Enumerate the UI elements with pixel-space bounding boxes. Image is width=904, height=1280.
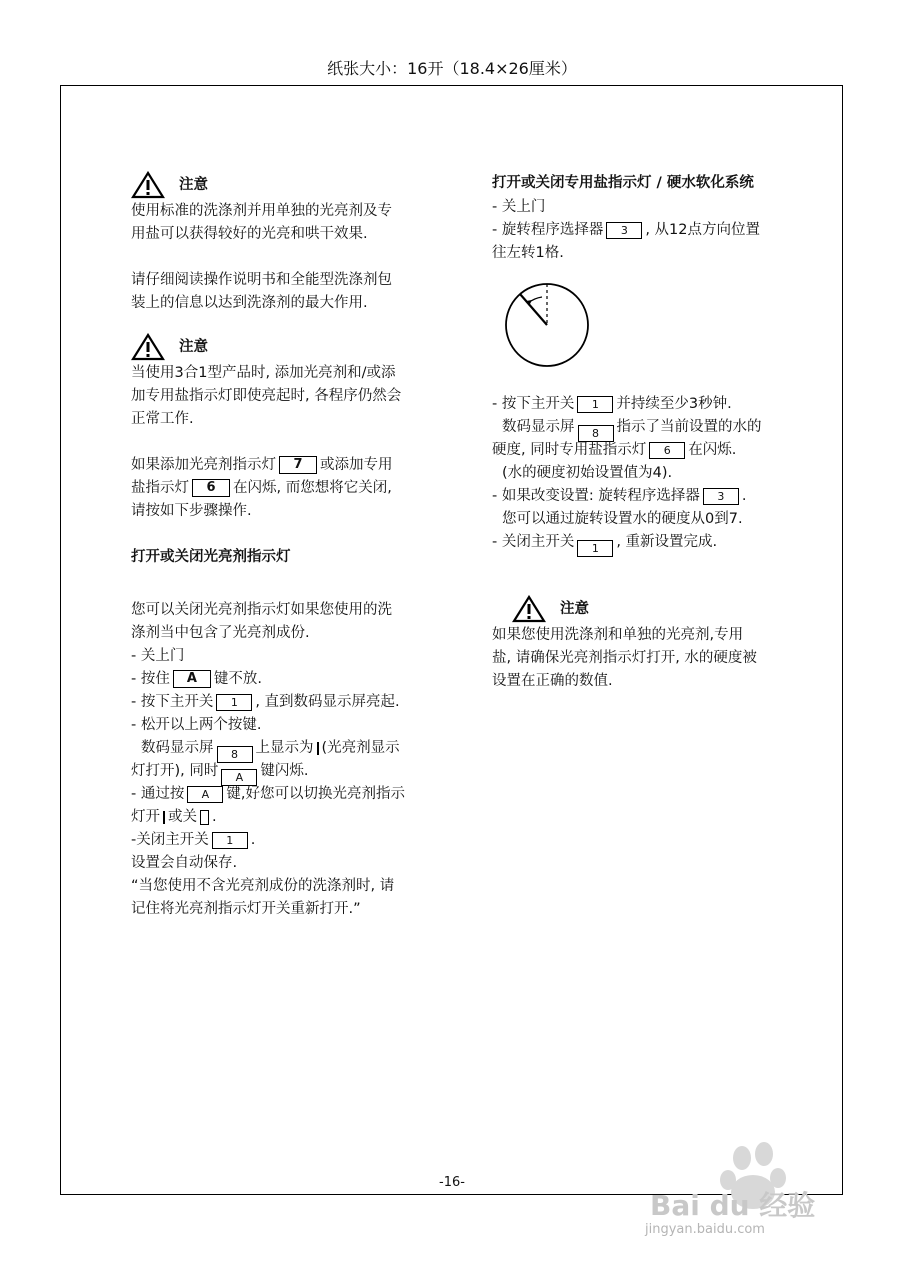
text-fragment: 如果添加光亮剂指示灯 bbox=[131, 457, 276, 473]
text-fragment: , 重新设置完成. bbox=[616, 534, 718, 550]
text-fragment: . bbox=[741, 488, 747, 504]
text-fragment: 键不放. bbox=[213, 671, 262, 687]
text-fragment: 灯打开), 同时 bbox=[131, 763, 219, 779]
text-fragment: 键,好您可以切换光亮剂指示 bbox=[226, 786, 405, 802]
program-selector-key: 3 bbox=[606, 222, 642, 239]
caution-note-1 bbox=[131, 170, 451, 200]
off-segment-icon bbox=[200, 810, 209, 825]
text-fragment: . bbox=[212, 809, 217, 825]
left-column bbox=[131, 170, 451, 921]
text-line bbox=[131, 760, 451, 783]
salt-indicator-key: 6 bbox=[649, 442, 685, 459]
text-fragment: - 按下主开关 bbox=[492, 396, 575, 412]
main-switch-key: 1 bbox=[577, 396, 613, 413]
text-fragment: , 从12点方向位置 bbox=[645, 222, 761, 238]
text-line: 当使用3合1型产品时, 添加光亮剂和/或添 bbox=[131, 365, 396, 381]
text-fragment: -关闭主开关 bbox=[131, 832, 209, 848]
text-fragment: 并持续至少3秒钟. bbox=[616, 396, 732, 412]
text-line bbox=[131, 454, 451, 477]
on-segment-icon bbox=[317, 742, 319, 755]
text-fragment: - 关闭主开关 bbox=[492, 534, 575, 550]
text-fragment: - 按下主开关 bbox=[131, 694, 214, 710]
text-fragment: 或添加专用 bbox=[320, 457, 393, 473]
main-switch-key: 1 bbox=[577, 540, 613, 557]
text-line: 设置在正确的数值. bbox=[492, 673, 613, 689]
section-heading: 打开或关闭专用盐指示灯 / 硬水软化系统 bbox=[492, 175, 754, 191]
warning-icon bbox=[131, 333, 165, 361]
on-segment-icon bbox=[163, 811, 165, 824]
text-line bbox=[492, 393, 802, 416]
text-line bbox=[131, 691, 451, 714]
watermark-brand: Bai du 经验 bbox=[650, 1189, 816, 1222]
text-fragment: 盐指示灯 bbox=[131, 480, 189, 496]
dial-rotation-diagram bbox=[502, 273, 602, 373]
text-fragment: 在闪烁. bbox=[688, 442, 737, 458]
text-line: 您可以关闭光亮剂指示灯如果您使用的洗 bbox=[131, 602, 392, 618]
caution-note-2 bbox=[131, 332, 451, 362]
paper-size-header: 纸张大小：16开（18.4×26厘米） bbox=[327, 59, 577, 78]
text-fragment: 数码显示屏 bbox=[141, 740, 214, 756]
text-fragment: 硬度, 同时专用盐指示灯 bbox=[492, 442, 647, 458]
a-key: A bbox=[221, 769, 257, 786]
text-fragment: 灯开 bbox=[131, 809, 160, 825]
text-line: 如果您使用洗涤剂和单独的光亮剂,专用 bbox=[492, 627, 744, 643]
caution-title: 注意 bbox=[179, 176, 208, 193]
text-line: - 关上门 bbox=[492, 199, 546, 215]
text-fragment: - 如果改变设置: 旋转程序选择器 bbox=[492, 488, 700, 504]
text-fragment: - 按住 bbox=[131, 671, 170, 687]
text-fragment: 数码显示屏 bbox=[502, 419, 575, 435]
text-line: 记住将光亮剂指示灯开关重新打开.” bbox=[131, 901, 361, 917]
text-line: 正常工作. bbox=[131, 411, 194, 427]
text-line: (水的硬度初始设置值为4). bbox=[502, 465, 673, 481]
text-line: 装上的信息以达到洗涤剂的最大作用. bbox=[131, 295, 368, 311]
page-number: -16- bbox=[439, 1175, 465, 1190]
text-line bbox=[492, 531, 802, 554]
right-column bbox=[492, 170, 802, 693]
text-line bbox=[492, 485, 802, 508]
text-line bbox=[131, 737, 451, 760]
baidu-paw-watermark-icon bbox=[650, 1140, 860, 1260]
display-key: 8 bbox=[217, 746, 253, 763]
text-line bbox=[131, 477, 451, 500]
text-fragment: - 旋转程序选择器 bbox=[492, 222, 604, 238]
caution-note-3 bbox=[492, 594, 802, 624]
a-key: A bbox=[187, 786, 223, 803]
text-line bbox=[492, 219, 802, 242]
caution-title: 注意 bbox=[560, 600, 589, 617]
text-line: - 关上门 bbox=[131, 648, 185, 664]
text-line: 请按如下步骤操作. bbox=[131, 503, 252, 519]
text-line: 涤剂当中包含了光亮剂成份. bbox=[131, 625, 310, 641]
display-key: 8 bbox=[578, 425, 614, 442]
text-line: 盐, 请确保光亮剂指示灯打开, 水的硬度被 bbox=[492, 650, 757, 666]
text-fragment: - 通过按 bbox=[131, 786, 185, 802]
text-fragment: 指示了当前设置的水的 bbox=[616, 419, 762, 435]
program-selector-key: 3 bbox=[703, 488, 739, 505]
text-line bbox=[131, 806, 451, 829]
text-line: 使用标准的洗涤剂并用单独的光亮剂及专 bbox=[131, 203, 392, 219]
warning-icon bbox=[512, 595, 546, 623]
text-line: 设置会自动保存. bbox=[131, 855, 238, 871]
text-fragment: 或关 bbox=[168, 809, 197, 825]
text-line: “当您使用不含光亮剂成份的洗涤剂时, 请 bbox=[131, 878, 395, 894]
text-line: 请仔细阅读操作说明书和全能型洗涤剂包 bbox=[131, 272, 392, 288]
text-fragment: 键闪烁. bbox=[260, 763, 309, 779]
section-heading: 打开或关闭光亮剂指示灯 bbox=[131, 549, 291, 565]
text-line: - 松开以上两个按键. bbox=[131, 717, 262, 733]
salt-indicator-key: 6 bbox=[192, 479, 230, 497]
text-line bbox=[131, 783, 451, 806]
text-line: 您可以通过旋转设置水的硬度从0到7. bbox=[502, 511, 743, 527]
text-line bbox=[492, 416, 802, 439]
text-line bbox=[492, 439, 802, 462]
watermark-url: jingyan.baidu.com bbox=[645, 1222, 765, 1237]
text-fragment: 上显示为 bbox=[255, 740, 314, 756]
text-line bbox=[131, 668, 451, 691]
text-line: 用盐可以获得较好的光亮和哄干效果. bbox=[131, 226, 368, 242]
main-switch-key: 1 bbox=[212, 832, 248, 849]
a-key: A bbox=[173, 670, 211, 688]
text-fragment: , 直到数码显示屏亮起. bbox=[255, 694, 400, 710]
caution-title: 注意 bbox=[179, 338, 208, 355]
text-fragment: (光亮剂显示 bbox=[321, 740, 400, 756]
rinse-aid-indicator-key: 7 bbox=[279, 456, 317, 474]
main-switch-key: 1 bbox=[216, 694, 252, 711]
text-line: 加专用盐指示灯即使亮起时, 各程序仍然会 bbox=[131, 388, 402, 404]
text-line: 往左转1格. bbox=[492, 245, 564, 261]
text-fragment: . bbox=[250, 832, 256, 848]
warning-icon bbox=[131, 171, 165, 199]
text-fragment: 在闪烁, 而您想将它关闭, bbox=[233, 480, 392, 496]
text-line bbox=[131, 829, 451, 852]
